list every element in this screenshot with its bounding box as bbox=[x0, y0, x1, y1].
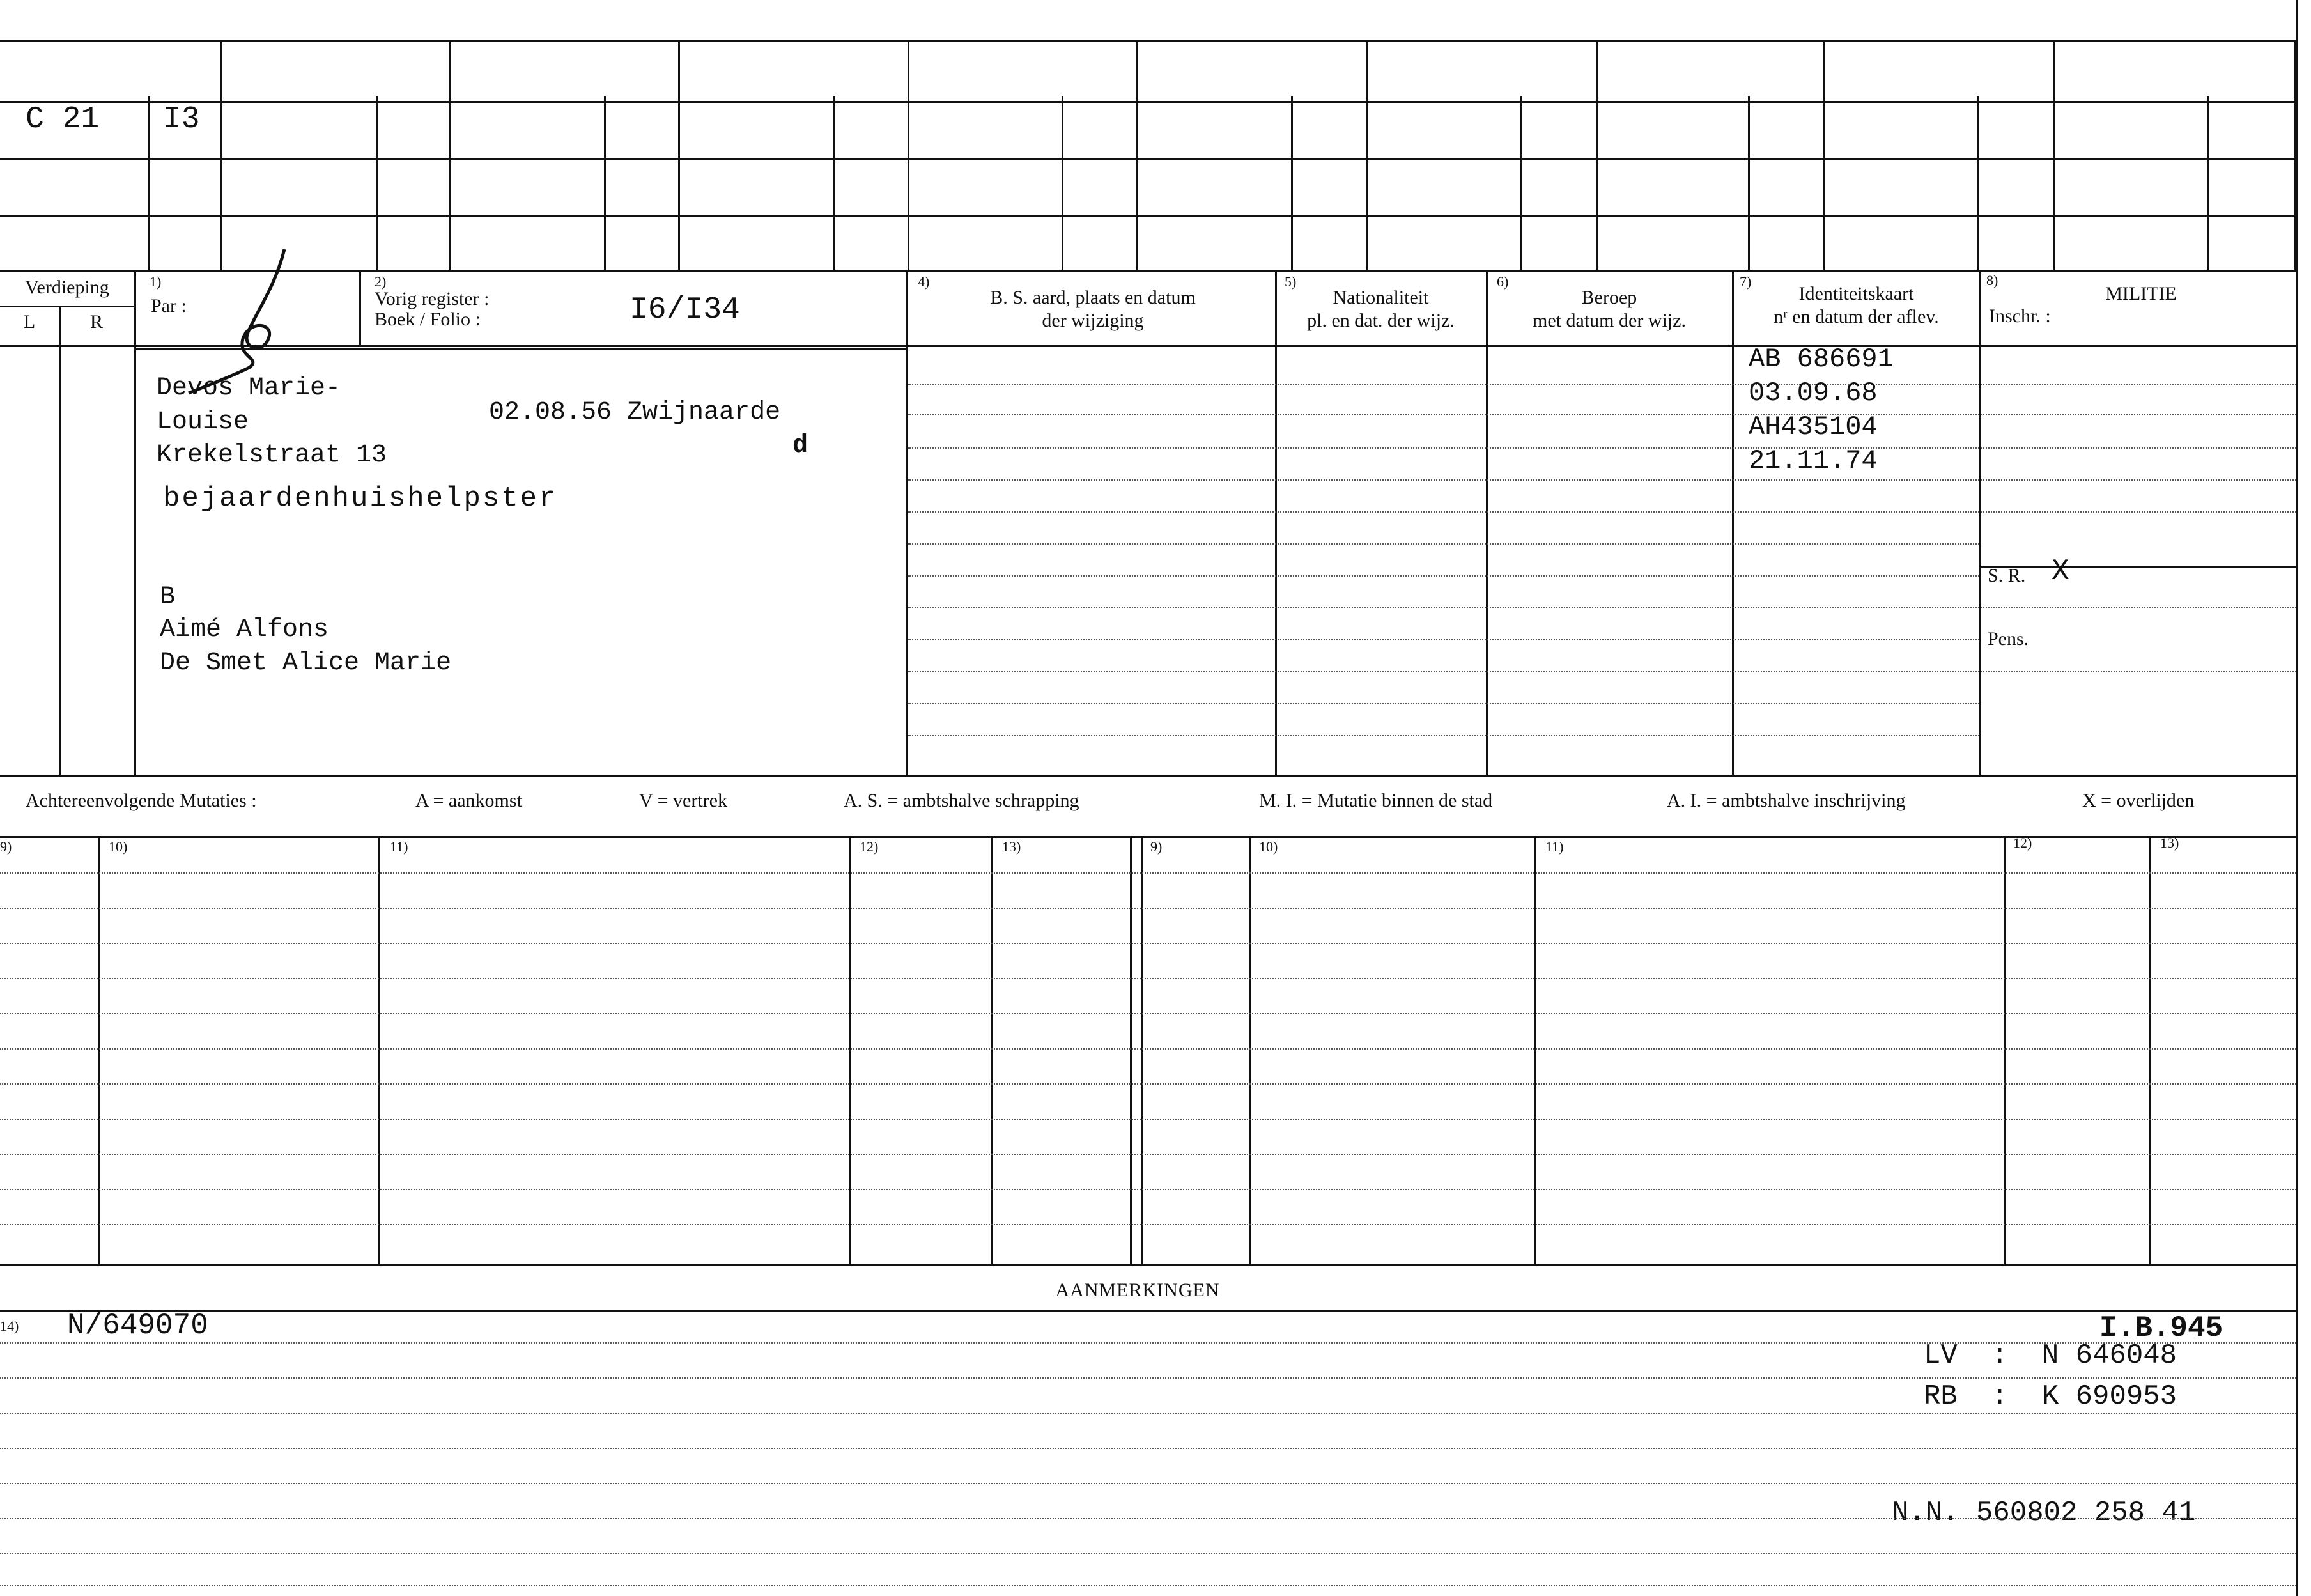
mother-name: De Smet Alice Marie bbox=[160, 649, 452, 678]
address: Krekelstraat 13 bbox=[157, 441, 387, 470]
mut-col-num: 12) bbox=[860, 839, 879, 855]
verdieping-label: Verdieping bbox=[25, 277, 109, 298]
verdieping-right: R bbox=[89, 311, 103, 332]
mut-col-num: 10) bbox=[1259, 839, 1278, 855]
col4-num: 4) bbox=[918, 274, 930, 290]
mut-col-num: 13) bbox=[2160, 835, 2179, 851]
col2-num: 2) bbox=[375, 274, 387, 290]
aanmerkingen-title: AANMERKINGEN bbox=[1055, 1280, 1220, 1301]
par-label: Par : bbox=[151, 295, 187, 316]
mut-col-num: 9) bbox=[1150, 839, 1163, 855]
col8-num: 8) bbox=[1986, 272, 1998, 288]
mutaties-title: Achtereenvolgende Mutaties : bbox=[26, 790, 257, 811]
identity-card-list bbox=[1749, 343, 1894, 478]
col7-num: 7) bbox=[1740, 274, 1752, 290]
rb-number: RB : K 690953 bbox=[1924, 1381, 2177, 1413]
col1-num: 1) bbox=[150, 274, 162, 290]
legend-aankomst: A = aankomst bbox=[415, 790, 522, 811]
vorig-register-line2: Boek / Folio : bbox=[375, 309, 481, 330]
father-name: Aimé Alfons bbox=[160, 616, 329, 644]
col7-line2: nʳ en datum der aflev. bbox=[1774, 306, 1939, 327]
identity-card-entry: 03.09.68 bbox=[1749, 378, 1878, 408]
mut-col-num: 11) bbox=[390, 839, 408, 855]
inschr-label: Inschr. : bbox=[1989, 306, 2051, 327]
identity-card-entry: 21.11.74 bbox=[1749, 445, 1878, 476]
mut-col-num: 11) bbox=[1545, 839, 1564, 855]
legend-inschrijving: A. I. = ambtshalve inschrijving bbox=[1667, 790, 1906, 811]
col7-line1: Identiteitskaart bbox=[1798, 283, 1914, 304]
mut-col-num: 10) bbox=[109, 839, 128, 855]
legend-overlijden: X = overlijden bbox=[2082, 790, 2195, 811]
national-number: N.N. 560802 258 41 bbox=[1892, 1497, 2196, 1529]
col4-header bbox=[914, 286, 1272, 332]
code-i3: I3 bbox=[163, 102, 200, 137]
vorig-register-value: I6/I34 bbox=[630, 293, 740, 327]
legend-mutatie: M. I. = Mutatie binnen de stad bbox=[1259, 790, 1493, 811]
col4-line2: der wijziging bbox=[1042, 310, 1144, 331]
lv-number: LV : N 646048 bbox=[1924, 1340, 2177, 1372]
mut-col-num: 13) bbox=[1002, 839, 1021, 855]
legend-schrapping: A. S. = ambtshalve schrapping bbox=[844, 790, 1079, 811]
col6-line2: met datum der wijz. bbox=[1533, 310, 1686, 331]
sr-label: S. R. bbox=[1988, 565, 2026, 586]
col5-line1: Nationaliteit bbox=[1333, 287, 1429, 308]
mut-col-num: 12) bbox=[2013, 835, 2032, 851]
vorig-register-line1: Vorig register : bbox=[375, 288, 490, 309]
relation-marker: B bbox=[160, 583, 176, 612]
identity-card-entry: AB 686691 bbox=[1749, 344, 1894, 375]
col5-header bbox=[1277, 286, 1485, 332]
ib-number: I.B.945 bbox=[2099, 1312, 2223, 1345]
verdieping-left: L bbox=[23, 311, 36, 332]
mut-col-num: 9) bbox=[0, 839, 12, 855]
gender-marker: d bbox=[792, 431, 808, 460]
name-line2: Louise bbox=[157, 408, 249, 437]
col4-line1: B. S. aard, plaats en datum bbox=[990, 287, 1196, 308]
col6-num: 6) bbox=[1497, 274, 1509, 290]
right-edge-border bbox=[2296, 0, 2298, 1596]
code-c21: C 21 bbox=[26, 102, 100, 137]
legend-vertrek: V = vertrek bbox=[639, 790, 727, 811]
aanmerkingen-num: 14) bbox=[0, 1318, 19, 1334]
col7-header bbox=[1733, 283, 1979, 329]
aanmerkingen-ref: N/649070 bbox=[67, 1309, 208, 1342]
col6-line1: Beroep bbox=[1581, 287, 1637, 308]
handwritten-stroke bbox=[179, 243, 307, 396]
identity-card-entry: AH435104 bbox=[1749, 412, 1878, 442]
col6-header bbox=[1488, 286, 1731, 332]
birth-date-place: 02.08.56 Zwijnaarde bbox=[489, 398, 781, 427]
col5-num: 5) bbox=[1285, 274, 1297, 290]
occupation: bejaardenhuishelpster bbox=[163, 483, 558, 515]
col5-line2: pl. en dat. der wijz. bbox=[1307, 310, 1455, 331]
militie-title: MILITIE bbox=[2105, 283, 2177, 304]
sr-mark: X bbox=[2052, 555, 2069, 588]
name-line1: Devos Marie- bbox=[157, 374, 341, 403]
vorig-register-label bbox=[375, 289, 489, 330]
pens-label: Pens. bbox=[1988, 628, 2029, 649]
